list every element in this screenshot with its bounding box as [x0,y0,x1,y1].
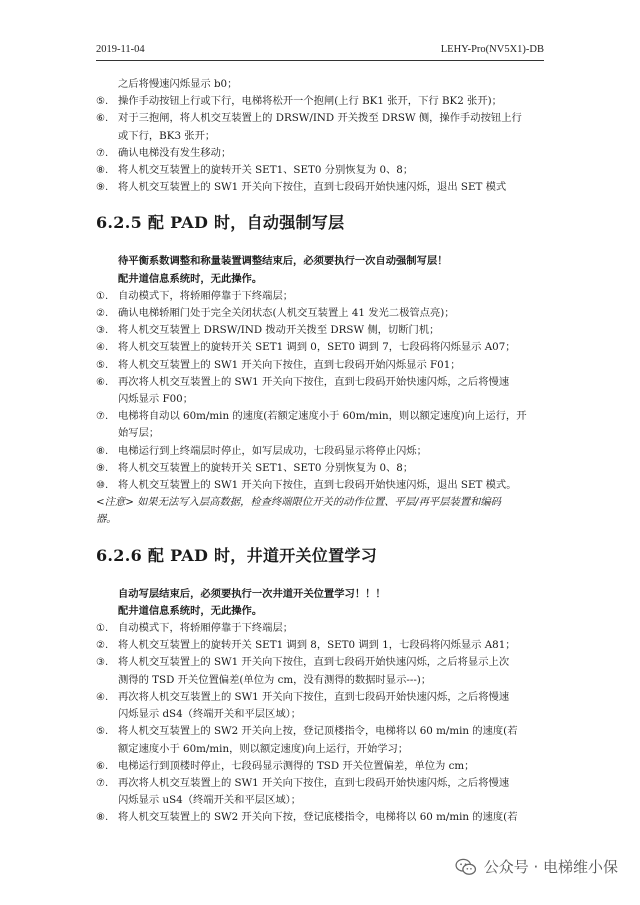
list-item: ⑦. 再次将人机交互装置上的 SW1 开关向下按住，直到七段码开始快速闪烁，之后将慢速 [96,776,510,789]
list-item-continuation: 始写层； [118,427,160,440]
section2-list [96,620,554,826]
list-item-continuation: 闪烁显示 F00； [118,393,194,406]
list-item: ⑦. 电梯将自动以 60m/min 的速度(若额定速度小于 60m/min，则以额定速度)向上运行，开 [96,410,527,423]
document-body [96,76,554,827]
list-item: ⑨. 将人机交互装置上的旋转开关 SET1、SET0 分别恢复为 0、8； [96,461,414,474]
list-item-continuation: 测得的 TSD 开关位置偏差(单位为 cm，没有测得的数据时显示---)； [118,673,432,686]
list-item: ③. 将人机交互装置上 DRSW/IND 拨动开关拨至 DRSW 侧，切断门机； [96,324,440,337]
list-item: ④. 将人机交互装置上的旋转开关 SET1 调到 0，SET0 调到 7，七段码将闪烁显示 A07； [96,341,516,354]
warning-line: 配井道信息系统时，无此操作。 [118,604,263,617]
list-item: ⑨. 将人机交互装置上的 SW1 开关向下按住，直到七段码开始快速闪烁，退出 SET 模式 [96,181,507,194]
list-item: ②. 确认电梯轿厢门处于完全关闭状态(人机交互装置上 41 发光二极管点亮)； [96,307,455,320]
section-heading-6-2-6: 6.2.6 配 PAD 时，井道开关位置学习 [96,545,378,565]
list-item: ⑦. 确认电梯没有发生移动； [96,146,232,159]
list-item: ⑥. 电梯运行到顶楼时停止，七段码显示测得的 TSD 开关位置偏差，单位为 cm； [96,759,475,772]
list-item: ④. 再次将人机交互装置上的 SW1 开关向下按住，直到七段码开始快速闪烁，之后将慢速 [96,690,510,703]
list-item-continuation: 额定速度小于 60m/min，则以额定速度)向上运行，开始学习； [118,742,409,755]
list-item: ②. 将人机交互装置上的旋转开关 SET1 调到 8，SET0 调到 1，七段码将闪烁显示 A81； [96,639,516,652]
note-text: 器。 [96,513,117,526]
list-item: ①. 自动模式下，将轿厢停靠于下终端层； [96,289,294,302]
page-header [96,44,544,55]
list-item-continuation: 闪烁显示 uS4（终端开关和平层区域）； [118,794,302,807]
list-item: ⑧. 将人机交互装置上的 SW2 开关向下按，登记底楼指令，电梯将以 60 m/min 的速度(若 [96,811,518,824]
list-item: ⑤. 操作手动按钮上行或下行，电梯将松开一个抱闸(上行 BK1 张开，下行 BK2 张开)； [96,95,502,108]
list-item-continuation: 闪烁显示 dS4（终端开关和平层区域）； [118,708,302,721]
header-divider [96,60,544,61]
list-item: ⑤. 将人机交互装置上的 SW1 开关向下按住，直到七段码开始闪烁显示 F01； [96,358,461,371]
wechat-icon [455,858,477,876]
list-item: ⑧. 将人机交互装置上的旋转开关 SET1、SET0 分别恢复为 0、8； [96,164,414,177]
list-item: 之后将慢速闪烁显示 b0； [118,78,238,90]
section-heading-6-2-5: 6.2.5 配 PAD 时，自动强制写层 [96,213,345,233]
warning-line: 自动写层结束后，必须要执行一次井道开关位置学习！！！ [118,587,386,600]
watermark-text: 公众号 · 电梯维小保 [483,858,618,876]
header-doc-id: LEHY-Pro(NV5X1)-DB [440,44,544,55]
list-item: ⑥. 对于三抱闸，将人机交互装置上的 DRSW/IND 开关拨至 DRSW 侧，操作手动按钮上行 [96,112,522,125]
list-item: ⑩. 将人机交互装置上的 SW1 开关向下按住，直到七段码开始快速闪烁，退出 SET 模式。 [96,479,517,492]
list-item: ③. 将人机交互装置上的 SW1 开关向下按住，直到七段码开始快速闪烁，之后将显示上次 [96,656,510,669]
list-item: ①. 自动模式下，将轿厢停靠于下终端层； [96,622,294,635]
warning-line: 配井道信息系统时，无此操作。 [118,272,263,285]
top-list [96,76,554,196]
list-item: ⑧. 电梯运行到上终端层时停止，如写层成功，七段码显示将停止闪烁； [96,444,427,457]
note-text: <注意> 如果无法写入层高数据，检查终端限位开关的动作位置、平层/再平层装置和编码 [96,496,501,509]
wechat-watermark [455,856,618,877]
section1-list [96,288,554,529]
warning-line: 待平衡系数调整和称量装置调整结束后，必须要执行一次自动强制写层！ [118,255,448,268]
header-date: 2019-11-04 [96,44,145,55]
list-item: ⑤. 将人机交互装置上的 SW2 开关向上按，登记顶楼指令，电梯将以 60 m/min 的速度(若 [96,725,518,738]
list-item: ⑥. 再次将人机交互装置上的 SW1 开关向下按住，直到七段码开始快速闪烁，之后将慢速 [96,375,510,388]
list-item-continuation: 或下行，BK3 张开； [118,129,216,142]
